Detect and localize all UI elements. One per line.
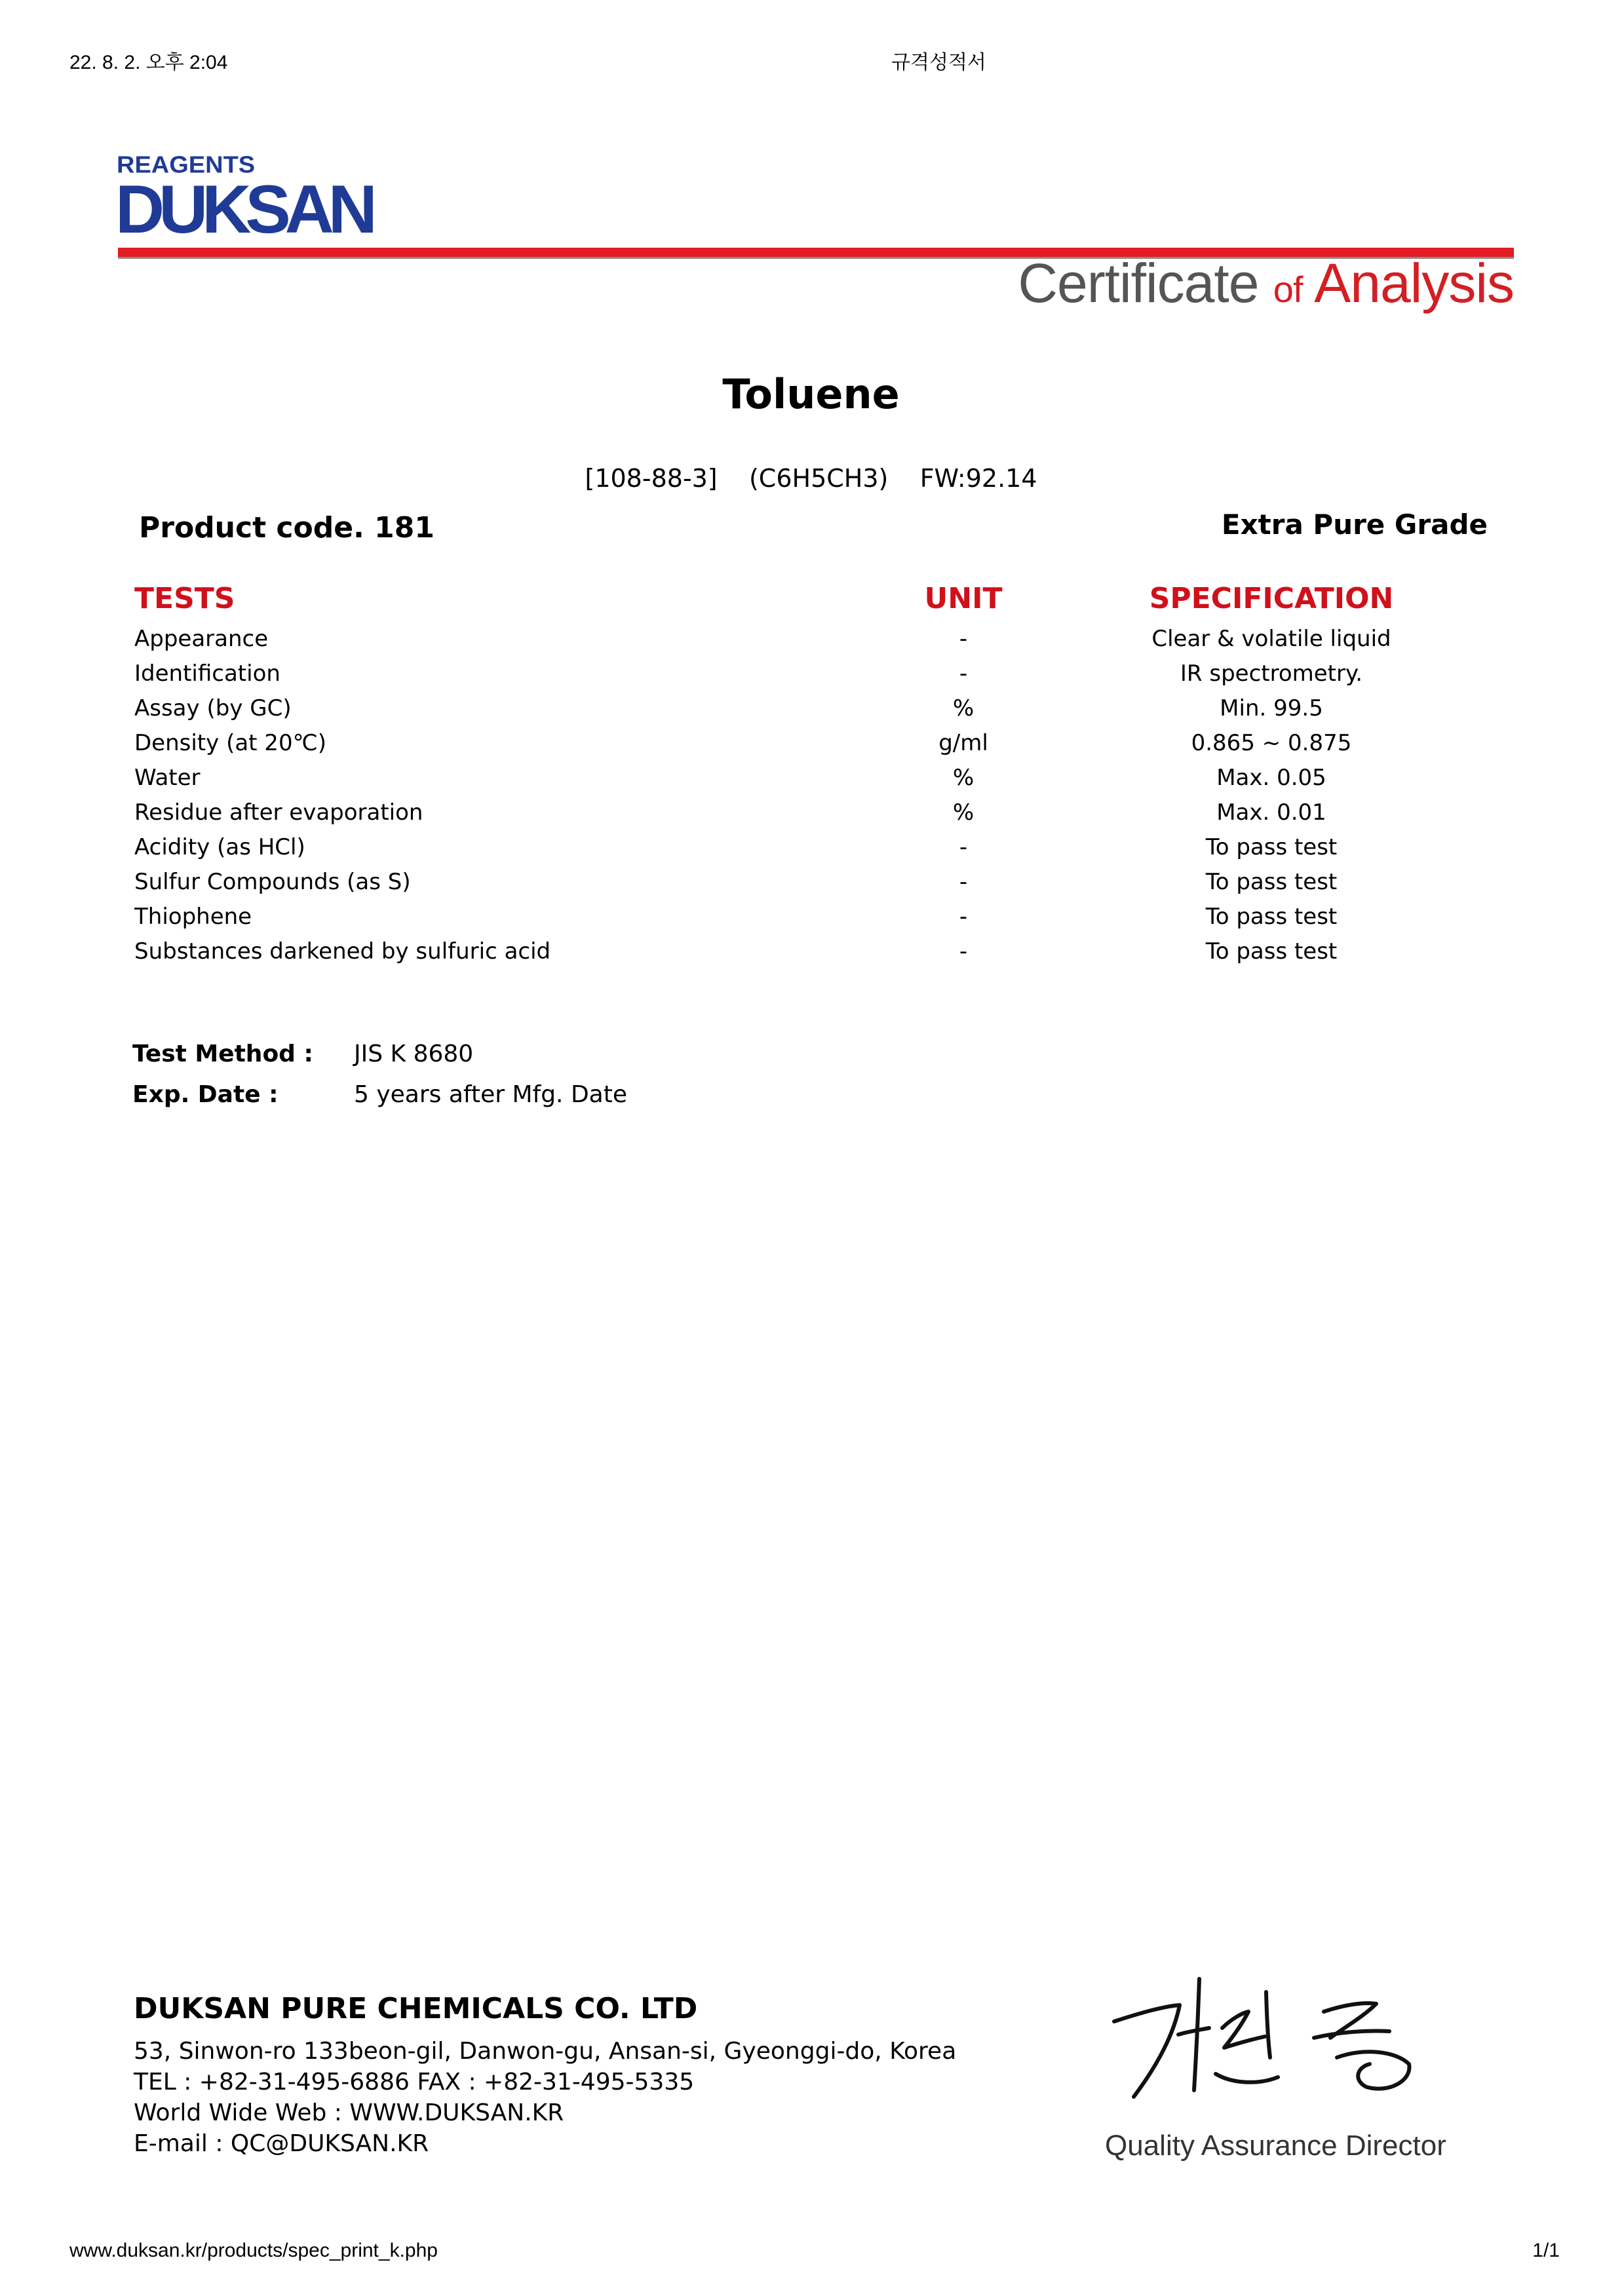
test-spec: Max. 0.01	[1216, 799, 1326, 826]
print-url: www.duksan.kr/products/spec_print_k.php	[69, 2240, 438, 2261]
company-email: E-mail : QC@DUKSAN.KR	[134, 2130, 429, 2157]
print-page-title: 규격성적서	[891, 52, 986, 73]
test-name: Density (at 20℃)	[134, 730, 327, 756]
test-name: Water	[134, 765, 201, 791]
specification-header: SPECIFICATION	[1149, 582, 1394, 615]
table-row	[0, 904, 1622, 938]
test-name: Thiophene	[134, 904, 252, 930]
table-row	[0, 765, 1622, 799]
table-row	[0, 799, 1622, 834]
company-name: DUKSAN PURE CHEMICALS CO. LTD	[134, 1992, 698, 2025]
test-unit: g/ml	[938, 730, 988, 756]
test-unit: -	[959, 904, 968, 930]
print-page-count: 1/1	[1532, 2240, 1560, 2261]
signature-image	[1101, 1966, 1468, 2116]
duksan-logo: DUKSAN	[115, 172, 372, 248]
table-row	[0, 834, 1622, 869]
test-unit: %	[952, 799, 975, 826]
tests-header: TESTS	[134, 582, 235, 615]
logo-reagents-text: REAGENTS	[117, 152, 256, 178]
formula-weight: FW:92.14	[919, 464, 1037, 493]
product-name: Toluene	[722, 370, 900, 418]
test-spec: 0.865 ~ 0.875	[1191, 730, 1352, 756]
test-name: Substances darkened by sulfuric acid	[134, 938, 551, 965]
banner-word-analysis: Analysis	[1314, 252, 1514, 314]
company-address: 53, Sinwon-ro 133beon-gil, Danwon-gu, Ansan-si, Gyeonggi-do, Korea	[134, 2038, 957, 2065]
product-identifiers	[0, 464, 1622, 493]
test-unit: -	[959, 626, 968, 652]
test-spec: Min. 99.5	[1220, 695, 1323, 721]
company-phone-fax: TEL : +82-31-495-6886 FAX : +82-31-495-5335	[134, 2069, 695, 2095]
test-spec: IR spectrometry.	[1180, 660, 1363, 687]
test-name: Identification	[134, 660, 280, 687]
test-unit: %	[952, 695, 975, 721]
table-row	[0, 695, 1622, 730]
test-name: Appearance	[134, 626, 269, 652]
table-row	[0, 938, 1622, 973]
test-spec: To pass test	[1205, 869, 1338, 895]
test-name: Residue after evaporation	[134, 799, 423, 826]
company-website: World Wide Web : WWW.DUKSAN.KR	[134, 2099, 564, 2126]
test-name: Sulfur Compounds (as S)	[134, 869, 411, 895]
test-spec: Max. 0.05	[1216, 765, 1326, 791]
table-row	[0, 660, 1622, 695]
signatory-title: Quality Assurance Director	[1105, 2130, 1446, 2162]
table-row	[0, 626, 1622, 660]
exp-date-value: 5 years after Mfg. Date	[354, 1081, 627, 1108]
test-unit: -	[959, 869, 968, 895]
test-unit: -	[959, 938, 968, 965]
test-spec: To pass test	[1205, 904, 1338, 930]
product-code: Product code. 181	[139, 511, 434, 545]
test-name: Assay (by GC)	[134, 695, 292, 721]
exp-date-label: Exp. Date :	[132, 1081, 279, 1108]
chemical-formula: (C6H5CH3)	[748, 464, 889, 493]
test-method-value: JIS K 8680	[354, 1041, 474, 1067]
test-unit: -	[959, 660, 968, 687]
test-unit: -	[959, 834, 968, 860]
unit-header: UNIT	[924, 582, 1003, 615]
banner-word-certificate: Certificate	[1018, 252, 1259, 314]
product-grade: Extra Pure Grade	[1221, 508, 1488, 541]
cas-number: [108-88-3]	[585, 464, 718, 493]
test-method-label: Test Method :	[132, 1041, 313, 1067]
table-row	[0, 730, 1622, 765]
table-row	[0, 869, 1622, 904]
test-spec: Clear & volatile liquid	[1151, 626, 1391, 652]
test-spec: To pass test	[1205, 938, 1338, 965]
test-spec: To pass test	[1205, 834, 1338, 860]
print-datetime: 22. 8. 2. 오후 2:04	[69, 52, 228, 73]
certificate-banner	[1018, 252, 1514, 314]
test-name: Acidity (as HCl)	[134, 834, 305, 860]
banner-word-of: of	[1273, 269, 1303, 310]
test-unit: %	[952, 765, 975, 791]
